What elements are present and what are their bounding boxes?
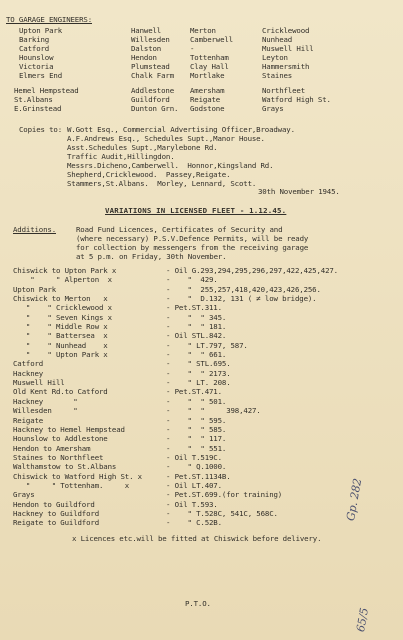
recipient-line: A.F.Andrews Esq., Schedules Supt.,Manor House. <box>67 134 265 143</box>
transfer-route: Walthamstow to St.Albans <box>13 462 117 472</box>
garage-name: Cricklewood <box>262 26 310 35</box>
garage-name: Grays <box>262 104 284 113</box>
garage-name: Northfleet <box>262 86 305 95</box>
recipient-line: W.Gott Esq., Commercial Advertising Officer,Broadway. <box>67 125 295 134</box>
garage-column-4 <box>262 26 314 80</box>
transfer-route: " " Tottenham. x <box>13 480 130 490</box>
vehicle-numbers: - " " 181. <box>166 322 227 332</box>
vehicle-numbers: - " " 585. <box>166 424 227 434</box>
recipient-line: Messrs.Dicheno,Camberwell. Honnor,Kingsland Rd. <box>67 161 274 170</box>
transfer-route: Catford <box>13 359 44 369</box>
vehicle-numbers: - " " 501. <box>166 396 227 406</box>
vehicle-numbers: - Pet.ST.1134B. <box>166 471 231 481</box>
handwritten-page-number: 65/5 <box>354 606 372 633</box>
vehicle-numbers: - Pet.ST.471. <box>166 387 222 397</box>
garage-name: Nunhead <box>262 35 293 44</box>
transfer-route: Hackney to Hemel Hempstead <box>13 424 125 434</box>
vehicle-numbers: - " LT. 208. <box>166 378 231 388</box>
recipient-line: Traffic Audit,Hillingdon. <box>67 152 175 161</box>
transfer-route: " " Nunhead x <box>13 340 108 350</box>
garage-name: Hammersmith <box>262 62 310 71</box>
garage-name: St.Albans <box>14 95 53 104</box>
transfer-route: Muswell Hill <box>13 378 65 388</box>
vehicle-numbers: - " " 551. <box>166 443 227 453</box>
transfer-route: Grays <box>13 490 35 500</box>
vehicle-numbers: - Oil T.593. <box>166 499 218 509</box>
transfer-route: Staines to Northfleet <box>13 452 104 462</box>
garage-name: Hanwell <box>131 26 162 35</box>
garage-name: Barking <box>19 35 50 44</box>
transfer-route: " " Cricklewood x <box>13 303 112 313</box>
garage-column-1 <box>14 86 79 113</box>
vehicle-numbers: - Oil LT.407. <box>166 480 222 490</box>
garage-column-2 <box>131 86 178 113</box>
vehicle-numbers: - " T.528C, 541C, 568C. <box>166 508 278 518</box>
vehicle-numbers: - " " 595. <box>166 415 227 425</box>
garage-name: Leyton <box>262 53 288 62</box>
garage-name: Clay Hall <box>190 62 229 71</box>
transfer-route: Chiswick to Watford High St. x <box>13 471 142 481</box>
transfer-route: Chiswick to Upton Park x <box>13 266 117 275</box>
garage-name: Muswell Hill <box>262 44 314 53</box>
vehicle-numbers: - Pet.ST.699.(for training) <box>166 490 283 500</box>
transfer-route: " " Seven Kings x <box>13 312 112 322</box>
transfer-route: " " Upton Park x <box>13 350 108 360</box>
transfer-route: " " Middle Row x <box>13 322 108 332</box>
transfer-route: Hackney <box>13 368 44 378</box>
transfer-route: Hackney " <box>13 396 78 406</box>
garage-name: Addlestone <box>131 86 174 95</box>
page-turn-note: P.T.O. <box>185 599 211 608</box>
recipient-line: Asst.Schedules Supt.,Marylebone Rd. <box>67 143 218 152</box>
garage-name: Guildford <box>131 95 170 104</box>
vehicle-numbers: - " " 398,427. <box>166 406 261 416</box>
garage-name: Reigate <box>190 95 221 104</box>
vehicle-numbers: - " 429. <box>166 275 218 285</box>
garage-name: Catford <box>19 44 50 53</box>
garage-name: Victoria <box>19 62 54 71</box>
vehicle-numbers: - " C.52B. <box>166 518 222 528</box>
garage-column-3 <box>190 26 233 80</box>
vehicle-numbers: - Oil T.519C. <box>166 452 222 462</box>
vehicle-numbers: - " " 2173. <box>166 368 231 378</box>
vehicle-numbers-column <box>166 266 338 528</box>
garage-name: Chalk Farm <box>131 71 174 80</box>
garage-name: Watford High St. <box>262 95 331 104</box>
transfer-route: Hendon to Guildford <box>13 499 95 509</box>
garage-column-4 <box>262 86 331 113</box>
garage-name: Merton <box>190 26 216 35</box>
garage-name: Dalston <box>131 44 162 53</box>
vehicle-numbers: - " Q.1000. <box>166 462 227 472</box>
handwritten-group-note: Gp. 282 <box>344 477 365 522</box>
garage-name: Tottenham <box>190 53 229 62</box>
transfer-route: Reigate <box>13 415 44 425</box>
garage-name: E.Grinstead <box>14 104 62 113</box>
vehicle-numbers: - Oil G.293,294,295,296,297,422,425,427. <box>166 266 338 275</box>
transfer-route: Old Kent Rd.to Catford <box>13 387 108 397</box>
garage-name: - <box>190 44 195 53</box>
additions-text <box>76 225 308 261</box>
memo-date: 30th November 1945. <box>258 187 340 196</box>
garage-name: Staines <box>262 71 293 80</box>
additions-line: at 5 p.m. on Friday, 30th November. <box>76 252 227 261</box>
vehicle-numbers: - " " 117. <box>166 434 227 444</box>
recipient-line: Stammers,St.Albans. Morley, Lennard, Scott. <box>67 179 257 188</box>
transfer-route: Willesden " <box>13 406 78 416</box>
transfer-routes-column <box>13 266 142 528</box>
garage-name: Hounslow <box>19 53 54 62</box>
copies-recipients <box>67 125 295 188</box>
garage-column-3 <box>190 86 224 113</box>
garage-name: Plumstead <box>131 62 170 71</box>
garage-name: Mortlake <box>190 71 225 80</box>
transfer-route: Hackney to Guildford <box>13 508 99 518</box>
garage-name: Godstone <box>190 104 225 113</box>
footnote: x Licences etc.will be fitted at Chiswick before delivery. <box>72 534 322 543</box>
garage-name: Elmers End <box>19 71 62 80</box>
garage-name: Amersham <box>190 86 225 95</box>
additions-line: for collection by messengers from the receiving garage <box>76 243 309 252</box>
additions-line: Road Fund Licences, Certificates of Security and <box>76 225 283 234</box>
recipient-line: Shepherd,Cricklewood. Passey,Reigate. <box>67 170 231 179</box>
additions-label: Additions. <box>13 225 56 234</box>
transfer-route: Chiswick to Merton x <box>13 294 108 304</box>
addressee-heading: TO GARAGE ENGINEERS: <box>6 15 92 24</box>
garage-name: Hemel Hempstead <box>14 86 79 95</box>
copies-label: Copies to: <box>19 125 62 134</box>
memo-title: VARIATIONS IN LICENSED FLEET - 1.12.45. <box>105 206 287 215</box>
vehicle-numbers: - " LT.797, 587. <box>166 340 248 350</box>
vehicle-numbers: - " " 661. <box>166 350 227 360</box>
garage-name: Dunton Grn. <box>131 104 179 113</box>
vehicle-numbers: - Oil STL.842. <box>166 331 227 341</box>
vehicle-numbers: - " 255,257,418,420,423,426,256. <box>166 284 321 294</box>
transfer-route: Reigate to Guildford <box>13 518 99 528</box>
transfer-route: Hendon to Amersham <box>13 443 91 453</box>
vehicle-numbers: - " " 345. <box>166 312 227 322</box>
transfer-route: " " Battersea x <box>13 331 108 341</box>
garage-column-2 <box>131 26 174 80</box>
vehicle-numbers: - Pet.ST.311. <box>166 303 222 313</box>
transfer-route: Hounslow to Addlestone <box>13 434 108 444</box>
transfer-route: " " Alperton x <box>13 275 112 285</box>
vehicle-numbers: - " STL.695. <box>166 359 231 369</box>
additions-line: (where necessary) P.S.V.Defence Permits, will be ready <box>76 234 309 243</box>
garage-name: Camberwell <box>190 35 233 44</box>
garage-name: Upton Park <box>19 26 62 35</box>
garage-name: Willesden <box>131 35 170 44</box>
vehicle-numbers: - " D.132, 131 ( ≠ low bridge). <box>166 294 317 304</box>
garage-column-1 <box>19 26 62 80</box>
garage-name: Hendon <box>131 53 157 62</box>
transfer-route: Upton Park <box>13 284 56 294</box>
